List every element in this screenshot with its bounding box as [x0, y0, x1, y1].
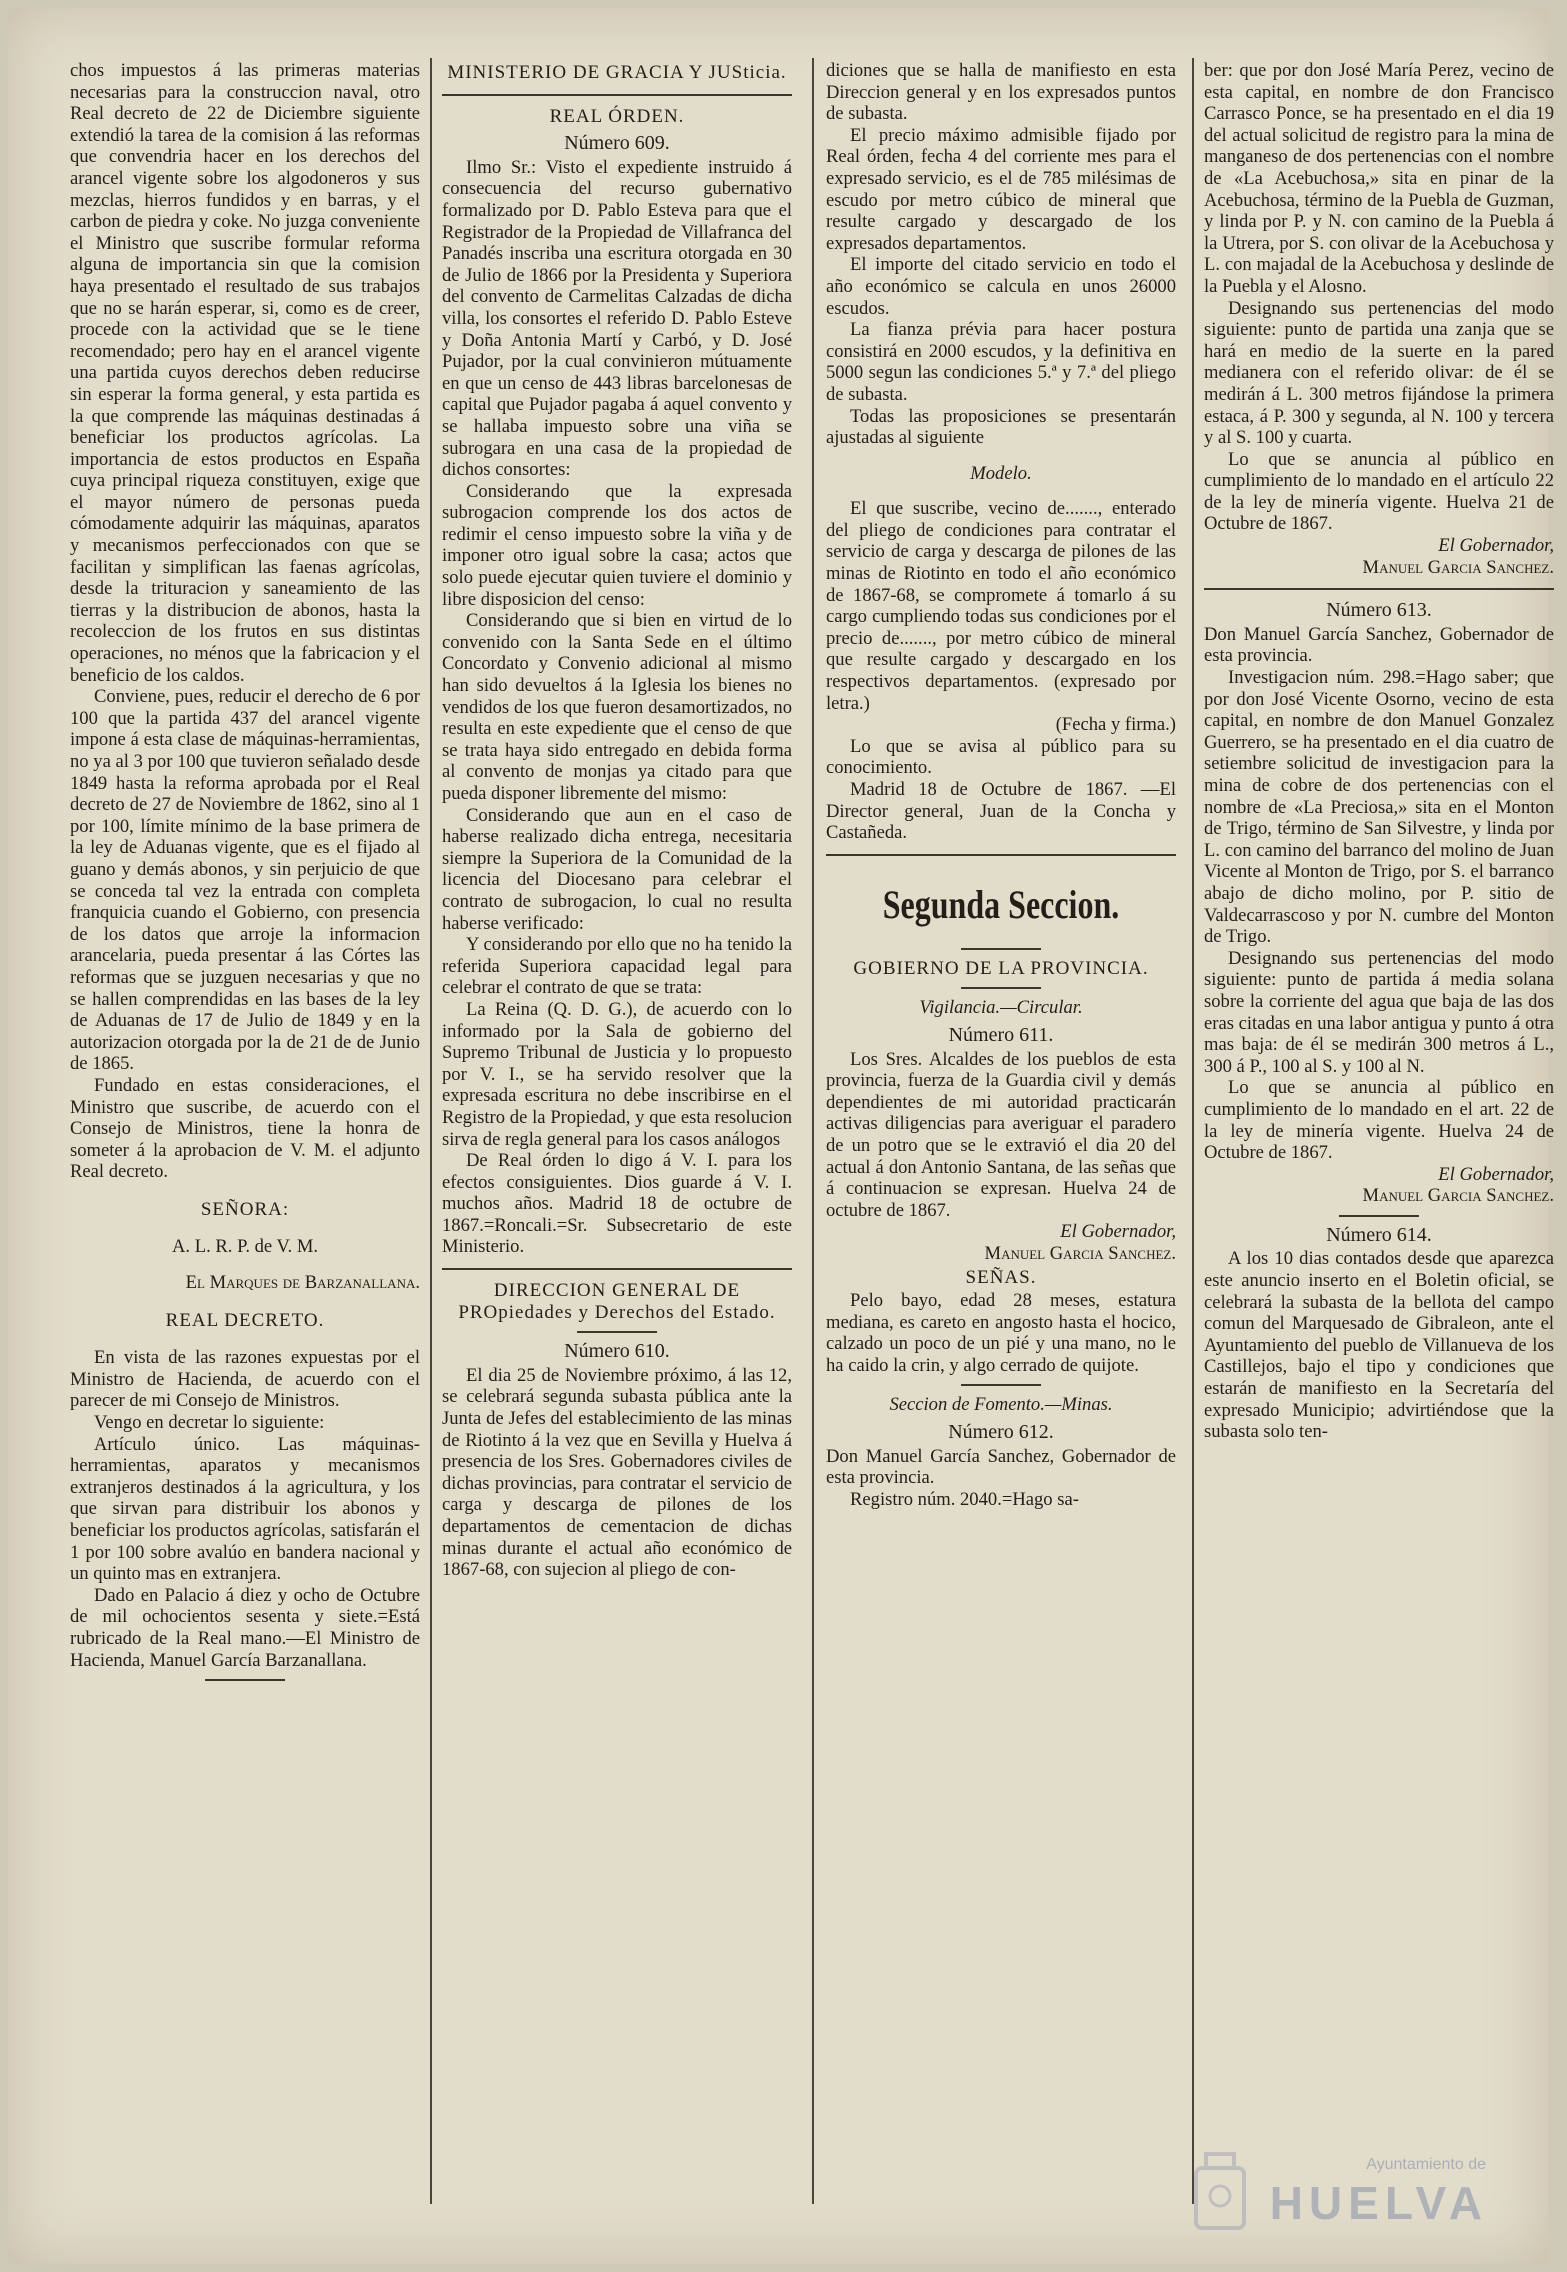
notice-number: Número 609. [564, 132, 670, 155]
paragraph: ber: que por don José María Perez, vecino de esta capital, en nombre de don Francisco Carrasco Ponce, se ha presentado en el dia 19 del actual solicitud de registro para la mina de manganeso de dos pertenencias con el nombre de «La Acebuchosa,» sita en pinar de la Acebuchosa, término de la Puebla de Guzman, y linda por P. y N. con camino de la Puebla á la Utrera, por S. con olivar de la Acebuchosa y L. con majadal de la Acebuchosa y deslinde de la Puebla y el Alosno. [1204, 60, 1554, 297]
municipal-shield-logo [1192, 2148, 1248, 2238]
paragraph: Don Manuel García Sanchez, Gobernador de esta provincia. [826, 1445, 1176, 1489]
watermark-line2: HUELVA [1269, 2177, 1488, 2229]
paragraph: El dia 25 de Noviembre próximo, á las 12, se celebrará segunda subasta pública ante la Junta de Jefes del establecimiento de las minas de Riotinto á la vez que en Sevilla y Huelva á presencia de los Sres. Gobernadores civiles de dichas provincias, para contratar el servicio de carga y descarga de pilones de los departamentos de cementacion de dichas minas durante el actual año económico de 1867-68, con sujecion al pliego de con- [442, 1364, 792, 1581]
signature-line: Manuel Garcia Sanchez. [1362, 556, 1554, 578]
paragraph: Considerando que la expresada subrogacion comprende los dos actos de redimir el censo impuesto sobre la viña y de imponer otro igual sobre la casa; actos que solo puede ejecutar quien tuviere el dominio y libre disposicion del censo: [442, 480, 792, 610]
notice-number: Número 611. [948, 1023, 1054, 1046]
paragraph: Los Sres. Alcaldes de los pueblos de esta provincia, fuerza de la Guardia civil y demás dependientes de mi autoridad practicarán activas diligencias para averiguar el paradero de un potro que se le extravió el dia 20 del actual á don Antonio Santana, de las señas que á continuacion se expresan. Huelva 24 de octubre de 1867. [826, 1048, 1176, 1221]
paragraph: Madrid 18 de Octubre de 1867. —El Director general, Juan de la Concha y Castañeda. [826, 779, 1176, 844]
paragraph: Vengo en decretar lo siguiente: [94, 1412, 325, 1434]
notice-number: Número 610. [564, 1340, 670, 1363]
column-rule [812, 58, 814, 2204]
notice-number: Número 613. [1326, 599, 1432, 622]
signature-line: El Gobernador, [1438, 1163, 1554, 1185]
column-rule [430, 58, 432, 2204]
signature-line: El Gobernador, [1438, 535, 1554, 557]
short-rule [961, 948, 1041, 950]
signature-line: El Marques de Barzanallana. [185, 1272, 420, 1294]
paragraph: Don Manuel García Sanchez, Gobernador de esta provincia. [1204, 623, 1554, 667]
signature-line: Manuel Garcia Sanchez. [1362, 1185, 1554, 1207]
signature-line: El Gobernador, [1060, 1221, 1176, 1243]
paragraph: Y considerando por ello que no ha tenido la referida Superiora capacidad legal para celebrar el contrato de que se trata: [442, 934, 792, 999]
paragraph: Considerando que si bien en virtud de lo convenido con la Santa Sede en el último Concordato y Convenio adicional al mismo han sido devueltos á la Iglesia los bienes no vendidos de los que fueron desamortizados, no resulta en este expediente que el censo de que se trata haya sido entregado en debida forma al convento de monjas ya citado para que pueda disponer libremente del mismo: [442, 610, 792, 804]
signature-line: (Fecha y firma.) [1055, 714, 1176, 736]
spacer [70, 1222, 420, 1236]
section-rule [442, 1268, 792, 1270]
notice-number: Número 612. [948, 1421, 1054, 1444]
paragraph: La fianza prévia para hacer postura consistirá en 2000 escudos, y la definitiva en 5000 segun las condiciones 5.ª y 7.ª del pliego de subasta. [826, 319, 1176, 405]
paragraph: A los 10 dias contados desde que aparezca este anuncio inserto en el Boletin oficial, se celebrará la subasta de la bellota del campo comun del Marquesado de Gibraleon, ante el Ayuntamiento del pueblo de Villanueva de los Castillejos, bajo el tipo y condiciones que estarán de manifiesto en la Secretaría del expresado Municipio; advirtiéndose que la subasta solo ten- [1204, 1248, 1554, 1443]
column-2 [442, 60, 792, 2204]
spacer [826, 449, 1176, 463]
paragraph: En vista de las razones expuestas por el Ministro de Hacienda, de acuerdo con el parecer de mi Consejo de Ministros. [70, 1347, 420, 1412]
paragraph: Lo que se avisa al público para su conocimiento. [826, 735, 1176, 779]
section-rule [826, 854, 1176, 856]
paragraph: Fundado en estas consideraciones, el Ministro que suscribe, de acuerdo con el Consejo de Ministros, tiene la honra de someter á la aprobacion de V. M. el adjunto Real decreto. [70, 1074, 420, 1183]
short-rule [205, 1679, 285, 1681]
paragraph: Conviene, pues, reducir el derecho de 6 por 100 que la partida 437 del arancel vigente impone á esta clase de máquinas-herramientas, no ya al 3 por 100 que tuvieron señalado desde 1849 hasta la reforma aprobada por el Real decreto de 27 de Noviembre de 1862, sino al 1 por 100, límite mínimo de la base primera de la ley de Aduanas vigente, que es el fijado al guano y demás abonos, y sin perjuicio de que se conceda tal vez la entrada con completa franquicia cuando el Gobierno, con presencia de los datos que arroje la informacion arancelaria, pueda presentar á las Córtes las reformas que se juzguen necesarias y que no se hallen comprendidas en las bases de la ley de Aduanas de 17 de Julio de 1849 y en la autorizacion otorgada por la de 21 de de Junio de 1865. [70, 686, 420, 1075]
short-rule [961, 1384, 1041, 1386]
column-rule [1192, 58, 1194, 2204]
centered-line: Seccion de Fomento.—Minas. [889, 1394, 1113, 1416]
paragraph: diciones que se halla de manifiesto en esta Direccion general y en los expresados puntos de subasta. [826, 60, 1176, 125]
section-rule [1204, 588, 1554, 590]
section-heading: REAL ÓRDEN. [549, 105, 685, 127]
paragraph: Designando sus pertenencias del modo siguiente: punto de partida á media solana sobre la corriente del agua que baja de las dos eras citadas en una labor antigua y punto á otra mas baja: de él se medirán 300 metros á L., 300 á P., 100 al S. y 100 al N. [1204, 947, 1554, 1077]
paragraph: Artículo único. Las máquinas-herramientas, aparatos y mecanismos extranjeros destinados á la agricultura, y los que sirvan para distribuir los abonos y beneficiar los productos agrícolas, satisfarán el 1 por 100 sobre avalúo en bandera nacional y un quinto mas en extranjera. [70, 1433, 420, 1585]
column-1 [70, 60, 420, 2204]
spacer [826, 484, 1176, 498]
paragraph: Investigacion núm. 298.=Hago saber; que por don José Vicente Osorno, vecino de esta capital, en nombre de don Manuel Gonzalez Guerrero, se ha presentado en el dia cuatro de setiembre solicitud de investigacion para la mina de cobre de dos pertenencias con el nombre de «La Preciosa,» sita en el Monton de Trigo, término de San Silvestre, y linda por L. con camino del barranco del molino de Juan Vicente al Monton de Trigo, por S. el barranco abajo de dicho molino, por P. sitio de Valdecarrascoso y por N. cumbre del Monton de Trigo. [1204, 667, 1554, 948]
paragraph: Todas las proposiciones se presentarán ajustadas al siguiente [826, 405, 1176, 449]
paragraph: Lo que se anuncia al público en cumplimiento de lo mandado en el art. 22 de la ley de minería vigente. Huelva 24 de Octubre de 1867. [1204, 1077, 1554, 1164]
paragraph: Ilmo Sr.: Visto el expediente instruido á consecuencia del recurso gubernativo formalizado por D. Pablo Esteva para que el Registrador de la Propiedad de Villafranca del Panadés inscriba una escritura otorgada en 30 de Julio de 1866 por la Presidenta y Superiora del convento de Carmelitas Calzadas de dicha villa, los consortes el referido D. Pablo Esteve y Doña Antonia Martí y Carbó, y D. José Pujador, por la cual convinieron mútuamente en que un censo de 443 libras barcelonesas de capital que Pujador pagaba á aquel convento y se hallaba impuesto sobre una viña se subrogara en una casa de la propiedad de dichos consortes: [442, 156, 792, 481]
section-heading: MINISTERIO DE GRACIA Y JUSticia. [447, 62, 787, 83]
centered-line: A. L. R. P. de V. M. [171, 1236, 319, 1258]
spacer [70, 1333, 420, 1347]
section-title: Segunda Seccion. [882, 881, 1120, 927]
paragraph: chos impuestos á las primeras materias necesarias para la construccion naval, otro Real decreto de 22 de Diciembre siguiente extendió la tarea de la comision á las reformas que convendria hacer en los derechos del arancel vigente sobre los algodoneros y sus mezclas, hierros fundidos y en barras, y el carbon de piedra y coke. No juzga conveniente el Ministro que suscribe formular reforma alguna de importancia sin que la comision haya presentado el resultado de sus trabajos que no se harán esperar, si, como es de creer, procede con la actividad que se le tiene recomendado; pero hay en el arancel vigente una partida cuyos derechos deben reducirse sin esperar la forma general, y esta partida es la que comprende las máquinas destinadas á beneficiar los productos agrícolas. La importancia de estos productos en España cuya principal riqueza constituyen, exige que el mayor número de personas pueda cómodamente adquirir las máquinas, aparatos y mecanismos perfeccionados con que se facilitan y simplifican las faenas agrícolas, desde la trituracion y saneamiento de las tierras y la distribucion de abonos, hasta la recoleccion de los frutos en sus distintas operaciones, no ménos que la fabricacion y el beneficio de los caldos. [70, 60, 420, 686]
newspaper-page [8, 8, 1554, 2264]
paragraph: Dado en Palacio á diez y ocho de Octubre de mil ochocientos sesenta y siete.=Está rubricado de la Real mano.—El Ministro de Hacienda, Manuel García Barzanallana. [70, 1584, 420, 1671]
section-heading: GOBIERNO DE LA PROVINCIA. [853, 957, 1149, 979]
spacer [70, 1294, 420, 1308]
paragraph: El que suscribe, vecino de......., enterado del pliego de condiciones para contratar el servicio de carga y descarga de pilones de las minas de Riotinto en todo el año económico de 1867-68, se compromete á tomarlo á su cargo cumpliendo todas sus condiciones por el precio de......., por metro cúbico de mineral que resulte cargado y descargado en los respectivos departamentos. (expresado por letra.) [826, 498, 1176, 714]
column-4 [1204, 60, 1554, 2204]
paragraph: De Real órden lo digo á V. I. para los efectos consiguientes. Dios guarde á V. I. muchos años. Madrid 18 de octubre de 1867.=Roncali.=Sr. Subsecretario de este Ministerio. [442, 1150, 792, 1258]
spacer [70, 1258, 420, 1272]
paragraph: Lo que se anuncia al público en cumplimiento de lo mandado en el artículo 22 de la ley de minería vigente. Huelva 21 de Octubre de 1867. [1204, 448, 1554, 535]
column-3 [826, 60, 1176, 2204]
paragraph: Pelo bayo, edad 28 meses, estatura mediana, es careto en angosto hasta el hocico, calzado un poco de un pié y una mano, no le ha caido la crin, y algo cerrado de quijote. [826, 1290, 1176, 1376]
watermark-line1: Ayuntamiento de [1366, 2156, 1486, 2173]
short-rule [1339, 1215, 1419, 1217]
section-heading: SEÑORA: [200, 1198, 290, 1220]
section-heading: SEÑAS. [965, 1266, 1037, 1288]
section-rule [442, 94, 792, 96]
spacer [70, 1183, 420, 1197]
centered-line: Modelo. [970, 462, 1032, 484]
paragraph: La Reina (Q. D. G.), de acuerdo con lo informado por la Sala de gobierno del Supremo Tribunal de Justicia y lo propuesto por V. I., se ha servido resolver que la expresada escritura no debe inscribirse en el Registro de la Propiedad, y que esta resolucion sirva de regla general para los casos análogos [442, 998, 792, 1150]
short-rule [577, 1331, 657, 1333]
signature-line: Manuel Garcia Sanchez. [984, 1242, 1176, 1264]
centered-line: Vigilancia.—Circular. [919, 997, 1083, 1019]
short-rule [961, 987, 1041, 989]
paragraph: Registro núm. 2040.=Hago sa- [850, 1488, 1079, 1510]
notice-number: Número 614. [1326, 1223, 1432, 1246]
section-heading: DIRECCION GENERAL DE PROpiedades y Derechos del Estado. [458, 1280, 776, 1323]
paragraph: Designando sus pertenencias del modo siguiente: punto de partida una zanja que se hará en medio de la suerte en la pared medianera con el referido olivar: de él se medirán á L. 300 metros fijándose la primera estaca, á P. 300 y segunda, al N. 100 y tercera y al S. 100 y cuarta. [1204, 297, 1554, 449]
paragraph: Considerando que aun en el caso de haberse realizado dicha entrega, necesitaria siempre la Superiora de la Comunidad de la licencia del Diocesano para celebrar el contrato de subrogacion, lo cual no resulta haberse verificado: [442, 804, 792, 934]
section-heading: REAL DECRETO. [165, 1309, 325, 1331]
paragraph: El importe del citado servicio en todo el año económico se calcula en unos 26000 escudos. [826, 254, 1176, 319]
paragraph: El precio máximo admisible fijado por Real órden, fecha 4 del corriente mes para el expresado servicio, es el de 785 milésimas de escudo por metro cúbico de mineral que resulte cargado y descargado de los expresados departamentos. [826, 124, 1176, 254]
